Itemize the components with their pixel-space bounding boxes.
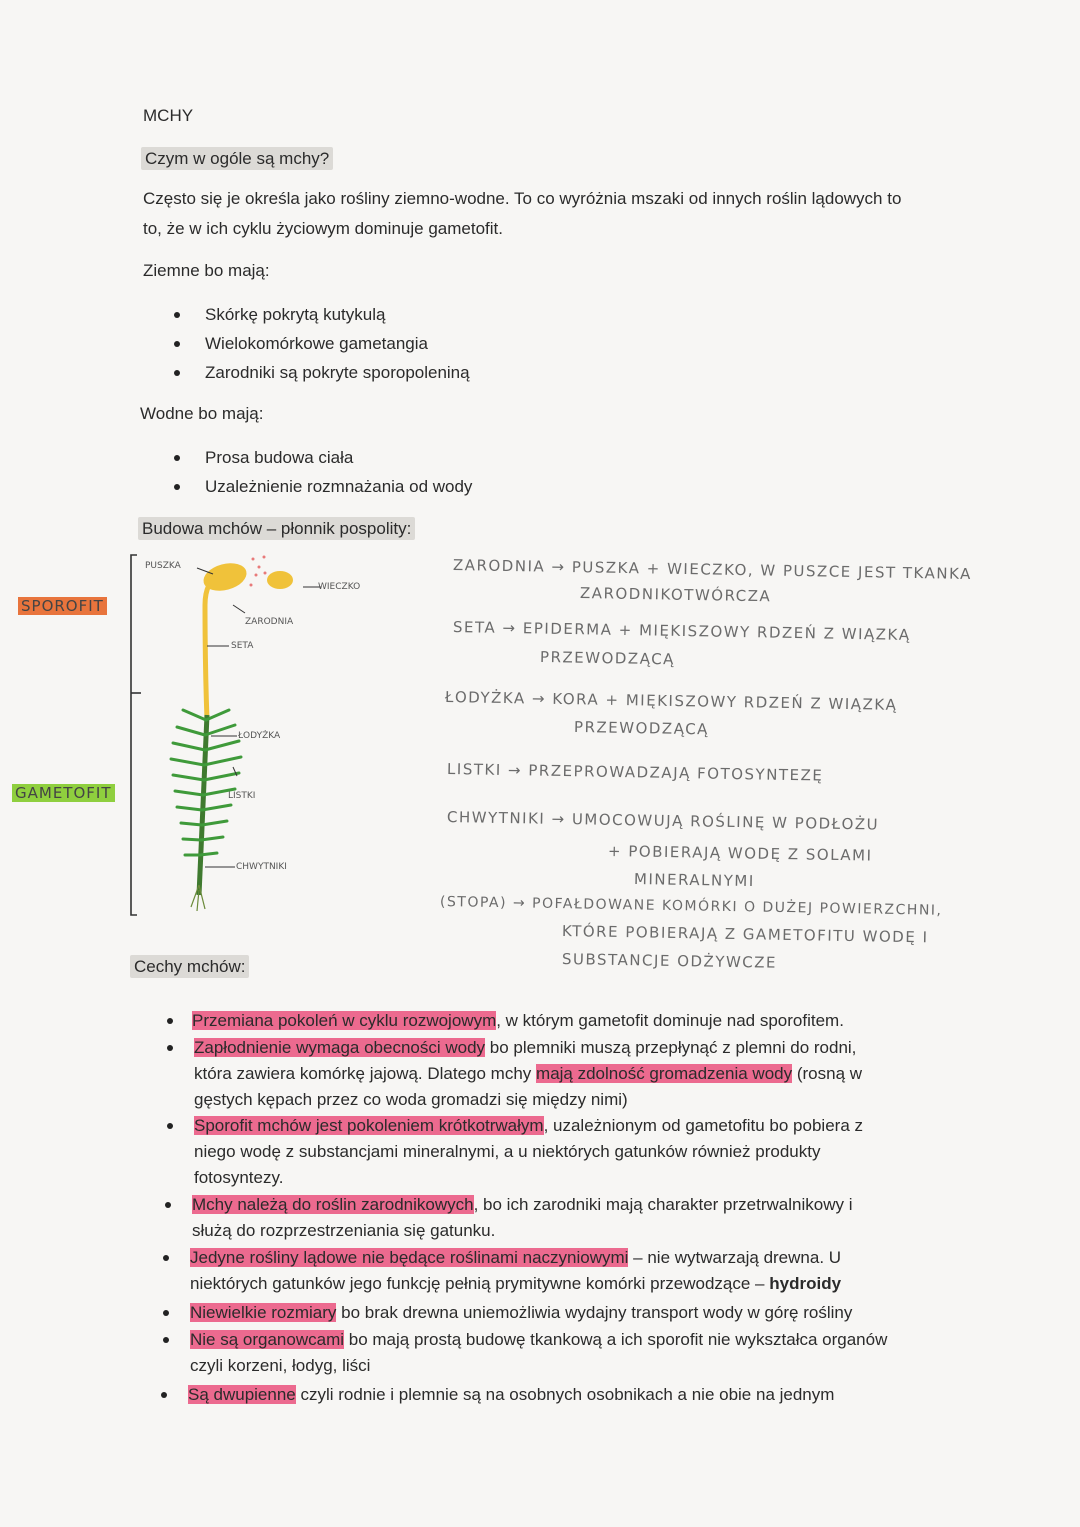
intro-line-2: to, że w ich cyklu życiowym dominuje gametofit. (143, 219, 503, 238)
label-wieczko: WIECZKO (318, 582, 361, 592)
label-listki: LISTKI (228, 791, 256, 801)
rhizoids (191, 885, 205, 911)
cechy-highlight: Mchy należą do roślin zarodnikowych (192, 1195, 474, 1214)
bullet (161, 1392, 167, 1398)
label-zarodnia: ZARODNIA (245, 617, 294, 627)
cechy-bold: hydroidy (769, 1274, 842, 1293)
note-line: SUBSTANCJE ODŻYWCZE (561, 950, 778, 972)
budowa-heading (138, 516, 415, 542)
bullet (163, 1337, 169, 1343)
bullet (174, 484, 180, 490)
cechy-heading (130, 954, 249, 980)
cechy-highlight: Niewielkie rozmiary (190, 1303, 337, 1322)
intro-heading-text: Czym w ogóle są mchy? (141, 147, 333, 170)
budowa-heading-text: Budowa mchów – płonnik pospolity: (138, 517, 415, 540)
label-chwytniki: CHWYTNIKI (236, 862, 287, 872)
seta-stalk (205, 605, 207, 720)
cechy-text-line: fotosyntezy. (194, 1168, 284, 1187)
cechy-text: niektórych gatunków jego funkcję pełnią prymitywne komórki przewodzące – (190, 1274, 765, 1293)
label-seta: SETA (231, 641, 254, 651)
ziemne-item: Wielokomórkowe gametangia (205, 334, 428, 353)
cechy-item (188, 1382, 834, 1408)
intro-line-1: Często się je określa jako rośliny ziemno-wodne. To co wyróżnia mszaki od innych roślin lądowych to (143, 189, 902, 208)
wodne-item: Uzależnienie rozmnażania od wody (205, 477, 473, 496)
intro-heading (141, 146, 333, 172)
wodne-item: Prosa budowa ciała (205, 448, 354, 467)
bullet (167, 1123, 173, 1129)
cechy-text: – nie wytwarzają drewna. U (628, 1248, 842, 1267)
cechy-text: , w którym gametofit dominuje nad sporofitem. (496, 1011, 844, 1030)
note-line: LISTKI → PRZEPROWADZAJĄ FOTOSYNTEZĘ (446, 760, 824, 785)
note-line: PRZEWODZĄCĄ (539, 648, 676, 669)
cechy-highlight: Jedyne rośliny lądowe nie będące roślinami naczyniowymi (190, 1248, 629, 1267)
bullet (163, 1255, 169, 1261)
note-line: CHWYTNIKI → UMOCOWUJĄ ROŚLINĘ W PODŁOŻU (446, 808, 880, 834)
cechy-text: , bo ich zarodniki mają charakter przetrwalnikowy i (473, 1195, 853, 1214)
cechy-highlight: mają zdolność gromadzenia wody (536, 1064, 793, 1083)
label-lodyzka: ŁODYŻKA (238, 731, 281, 741)
note-line: MINERALNYMI (633, 870, 755, 891)
bullet (174, 455, 180, 461)
stem (199, 715, 207, 895)
wodne-heading: Wodne bo mają: (140, 404, 264, 423)
note-line: + POBIERAJĄ WODĘ Z SOLAMI (607, 842, 873, 865)
cechy-item (190, 1245, 841, 1271)
cechy-item (194, 1035, 856, 1061)
ziemne-item: Zarodniki są pokryte sporopoleniną (205, 363, 470, 382)
cechy-item (190, 1327, 887, 1353)
spores (250, 556, 267, 587)
cechy-item (192, 1008, 844, 1034)
cechy-text-line: niego wodę z substancjami mineralnymi, a u niektórych gatunków również produkty (194, 1142, 821, 1161)
cechy-highlight: Zapłodnienie wymaga obecności wody (194, 1038, 486, 1057)
note-line: ZARODNIA → PUSZKA + WIECZKO, W PUSZCE JEST TKANKA (452, 556, 973, 584)
cechy-text: (rosną w (792, 1064, 863, 1083)
cechy-highlight: Są dwupienne (188, 1385, 296, 1404)
cechy-text-line: służą do rozprzestrzeniania się gatunku. (192, 1221, 496, 1240)
cechy-heading-text: Cechy mchów: (130, 955, 249, 978)
cechy-text-line: gęstych kępach przez co woda gromadzi się między nimi) (194, 1090, 628, 1109)
lid (267, 571, 293, 589)
note-line: KTÓRE POBIERAJĄ Z GAMETOFITU WODĘ I (561, 922, 929, 947)
diagram-bracket (131, 555, 137, 915)
cechy-text: bo mają prostą budowę tkankową a ich sporofit nie wykształca organów (344, 1330, 888, 1349)
cechy-text: która zawiera komórkę jajową. Dlatego mchy (194, 1064, 537, 1083)
bullet (167, 1045, 173, 1051)
gametofit-label: GAMETOFIT (12, 784, 115, 802)
cechy-text: czyli rodnie i plemnie są na osobnych osobnikach a nie obie na jednym (295, 1385, 835, 1404)
bullet (163, 1310, 169, 1316)
note-line: (STOPA) → POFAŁDOWANE KOMÓRKI O DUŻEJ POWIERZCHNI, (439, 894, 943, 919)
ziemne-heading: Ziemne bo mają: (143, 261, 270, 280)
cechy-text-line: czyli korzeni, łodyg, liści (190, 1356, 371, 1375)
note-line: SETA → EPIDERMA + MIĘKISZOWY RDZEŃ Z WIĄZKĄ (452, 618, 911, 644)
cechy-highlight: Sporofit mchów jest pokoleniem krótkotrwałym (194, 1116, 544, 1135)
note-line: PRZEWODZĄCĄ (573, 718, 710, 739)
bullet (174, 312, 180, 318)
cechy-text: bo brak drewna uniemożliwia wydajny transport wody w górę rośliny (336, 1303, 853, 1322)
bullet (174, 370, 180, 376)
cechy-item (190, 1300, 852, 1326)
sporofit-label: SPOROFIT (18, 597, 107, 615)
cechy-text: bo plemniki muszą przepłynąć z plemni do rodni, (485, 1038, 857, 1057)
ziemne-item: Skórkę pokrytą kutykulą (205, 305, 386, 324)
note-line: ŁODYŻKA → KORA + MIĘKISZOWY RDZEŃ Z WIĄZKĄ (444, 688, 898, 714)
page-title: MCHY (143, 106, 194, 125)
bullet (174, 341, 180, 347)
cechy-highlight: Przemiana pokoleń w cyklu rozwojowym (192, 1011, 497, 1030)
cechy-text-line (190, 1271, 841, 1297)
bullet (167, 1018, 173, 1024)
note-line: ZARODNIKOTWÓRCZA (579, 584, 772, 606)
cechy-text: , uzależnionym od gametofitu bo pobiera z (543, 1116, 863, 1135)
cechy-item (194, 1113, 863, 1139)
cechy-item (192, 1192, 852, 1218)
cechy-highlight: Nie są organowcami (190, 1330, 345, 1349)
label-puszka: PUSZKA (145, 561, 181, 571)
cechy-text-line (194, 1061, 862, 1087)
bullet (165, 1202, 171, 1208)
capsule-neck (205, 585, 209, 605)
